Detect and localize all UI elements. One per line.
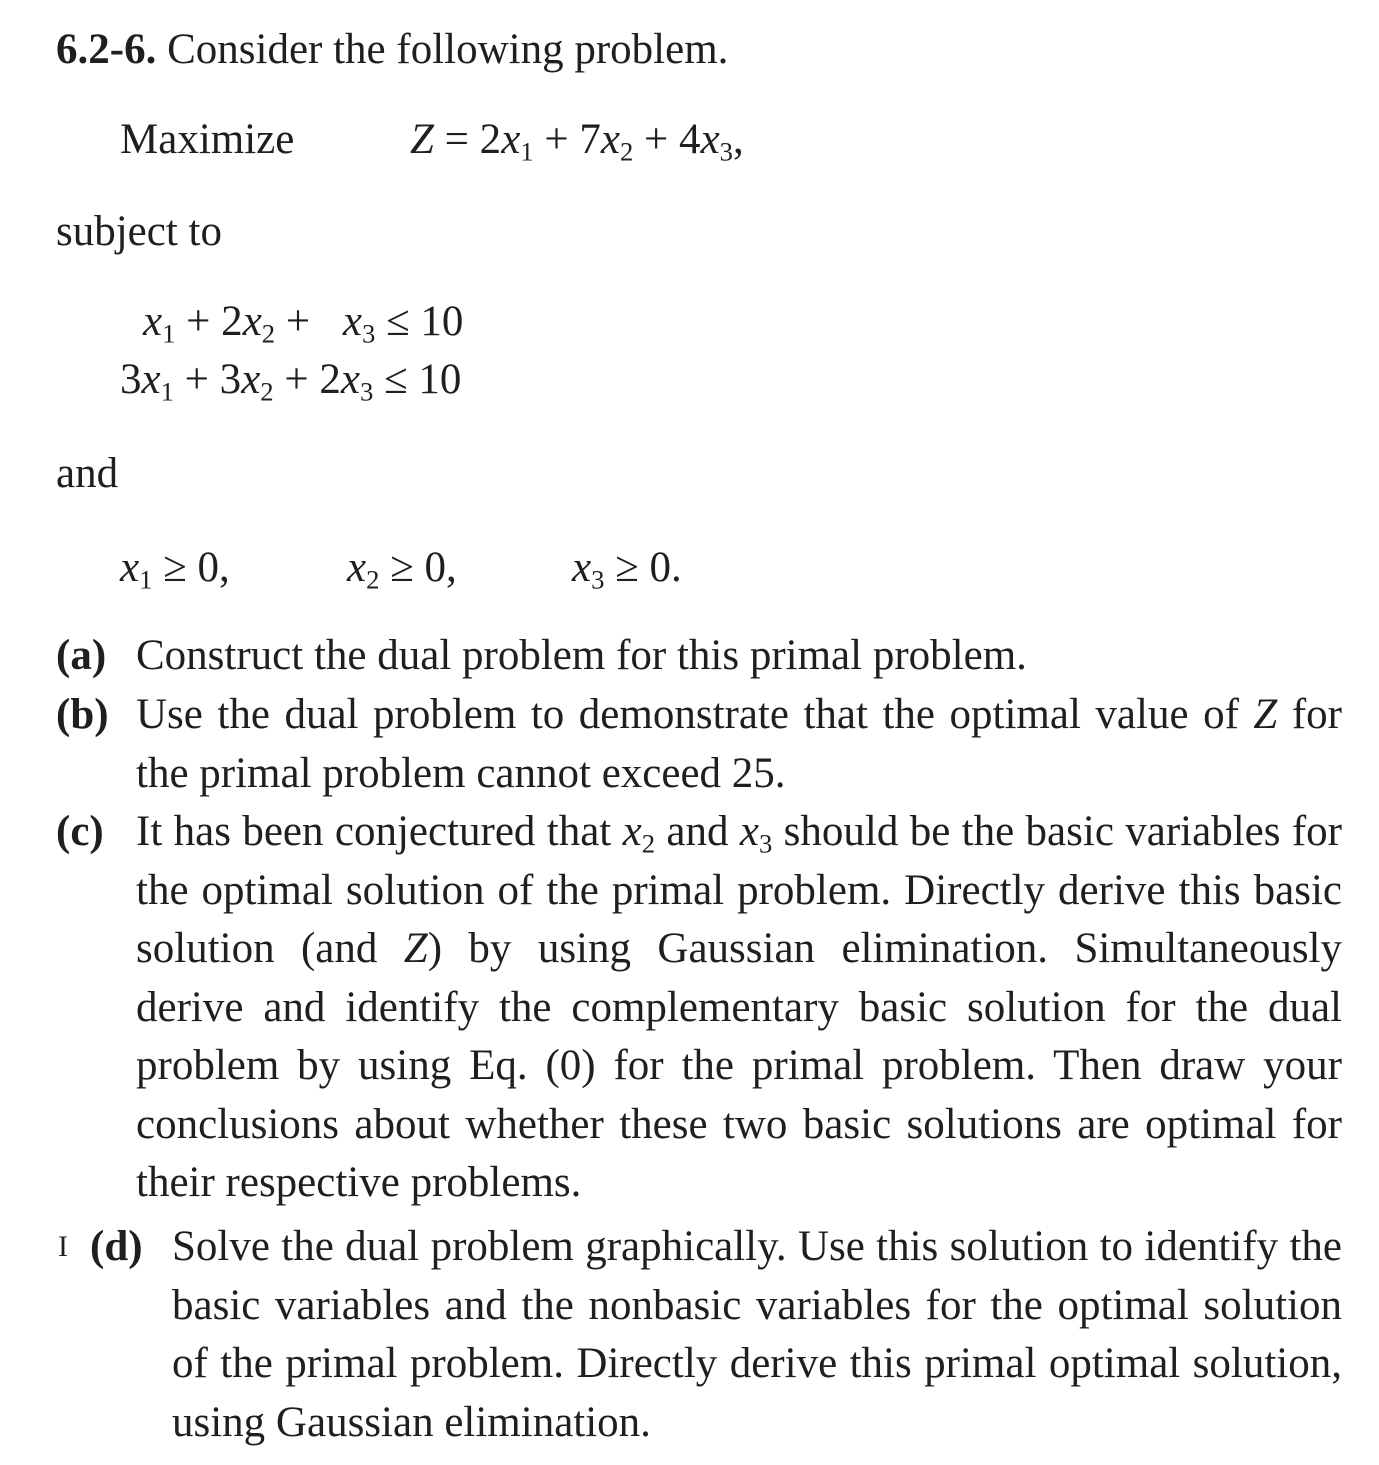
constraint-2: $3x_1 + 3x_2 + 2x_3 \le 10$ [120,356,462,407]
part-d-label: (d) [90,1223,143,1270]
part-b-label: (b) [56,691,109,738]
problem-number: 6.2-6. [56,26,157,73]
nonneg-x2: $x_2 \ge 0$, [347,544,457,595]
and-label: and [56,450,119,497]
part-c-label: (c) [56,808,104,855]
part-d-text: Solve the dual problem graphically. Use this solution to identify the basic variables and the nonbasic variables for the optimal solution of the primal problem. Directly derive this primal optimal solution, using Gaussian elimination. [172,1223,1342,1446]
constraint-1: $x_1 + 2x_2 + x_3 \le 10$ [143,298,464,349]
part-a-label: (a) [56,632,107,679]
objective-function: $Z = 2x_1 + 7x_2 + 4x_3$, [410,116,744,167]
subject-to-label: subject to [56,208,222,255]
part-b-text: Use the dual problem to demonstrate that the optimal value of Z for the primal problem cannot exceed 25. [136,691,1343,797]
problem-intro: Consider the following problem. [167,26,729,73]
nonneg-x3: $x_3 \ge 0$. [572,544,682,595]
part-a-text: Construct the dual problem for this primal problem. [136,632,1027,679]
problem-header [56,24,728,76]
part-d-marker: I [58,1230,68,1263]
nonneg-x1: $x_1 \ge 0$, [120,544,230,595]
part-c-text: It has been conjectured that $x_2$ and $x_3$ should be the basic variables for the optimal solution of the primal problem. Directly derive this basic solution (and Z) by using Gaussian elimination. Simultaneously derive and identify the complementary basic solution for the dual problem by using Eq. (0) for the primal problem. Then draw your conclusions about whether these two basic solutions are optimal for their respective problems. [136,808,1342,1206]
objective-verb: Maximize [120,116,295,163]
